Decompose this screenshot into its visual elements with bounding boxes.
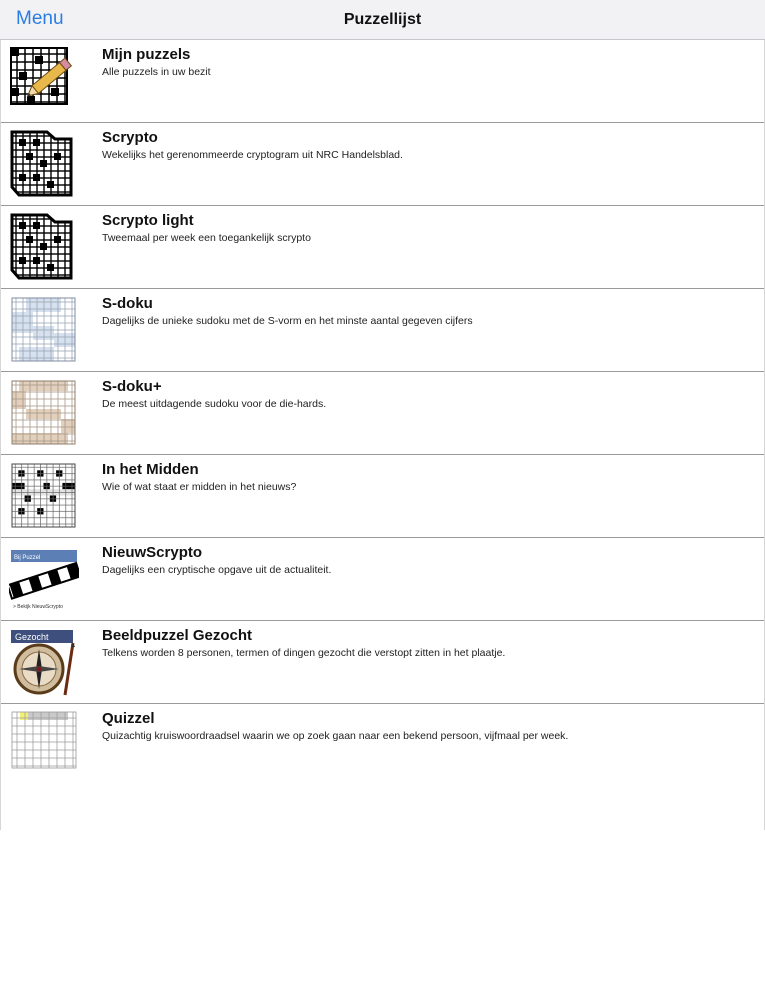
nieuwscrypto-icon bbox=[9, 544, 79, 614]
empty-area bbox=[0, 830, 765, 1000]
item-description: Dagelijks een cryptische opgave uit de actualiteit. bbox=[102, 564, 332, 576]
item-title: Mijn puzzels bbox=[102, 46, 191, 63]
item-title: S-doku bbox=[102, 295, 153, 312]
compass-icon bbox=[9, 627, 79, 697]
item-title: Scrypto light bbox=[102, 212, 194, 229]
item-title: Scrypto bbox=[102, 129, 158, 146]
list-item-scrypto[interactable] bbox=[1, 123, 764, 206]
nieuwscrypto-bottom-label: > Bekijk NieuwScrypto bbox=[13, 604, 63, 610]
menu-button[interactable]: Menu bbox=[16, 8, 64, 29]
crossword-pencil-icon bbox=[9, 46, 79, 116]
item-description: De meest uitdagende sudoku voor de die-hards. bbox=[102, 398, 327, 410]
item-title: In het Midden bbox=[102, 461, 199, 478]
item-title: Beeldpuzzel Gezocht bbox=[102, 627, 253, 644]
list-item-nieuwscrypto[interactable] bbox=[1, 538, 764, 621]
list-item-scrypto-light[interactable] bbox=[1, 206, 764, 289]
navigation-bar bbox=[0, 0, 765, 40]
item-title: NieuwScrypto bbox=[102, 544, 203, 561]
list-item-in-het-midden[interactable] bbox=[1, 455, 764, 538]
item-description: Alle puzzels in uw bezit bbox=[102, 66, 211, 78]
item-title: Quizzel bbox=[102, 710, 155, 727]
list-item-s-doku-plus[interactable] bbox=[1, 372, 764, 455]
cryptogram-grid-icon bbox=[9, 212, 79, 282]
item-description: Telkens worden 8 personen, termen of dingen gezocht die verstopt zitten in het plaatje. bbox=[102, 647, 506, 659]
page-title: Puzzellijst bbox=[343, 11, 422, 28]
sudoku-brown-icon bbox=[9, 378, 79, 448]
list-item-quizzel[interactable] bbox=[1, 704, 764, 787]
item-description: Wie of wat staat er midden in het nieuws? bbox=[102, 481, 297, 493]
nieuwscrypto-top-label: Bij Puzzel bbox=[14, 555, 41, 561]
item-description: Wekelijks het gerenommeerde cryptogram uit NRC Handelsblad. bbox=[102, 149, 403, 161]
gezocht-label: Gezocht bbox=[15, 632, 49, 642]
quiz-grid-icon bbox=[9, 710, 79, 780]
item-description: Quizachtig kruiswoordraadsel waarin we op zoek gaan naar een bekend persoon, vijfmaal per week. bbox=[102, 730, 569, 742]
item-title: S-doku+ bbox=[102, 378, 162, 395]
item-description: Tweemaal per week een toegankelijk scrypto bbox=[102, 232, 311, 244]
sudoku-blue-icon bbox=[9, 295, 79, 365]
cryptogram-grid-icon bbox=[9, 129, 79, 199]
item-description: Dagelijks de unieke sudoku met de S-vorm en het minste aantal gegeven cijfers bbox=[102, 315, 473, 327]
puzzle-list bbox=[0, 40, 765, 830]
list-item-beeldpuzzel-gezocht[interactable] bbox=[1, 621, 764, 704]
list-item-s-doku[interactable] bbox=[1, 289, 764, 372]
list-item-mijn-puzzels[interactable] bbox=[1, 40, 764, 123]
crossword-grid-icon bbox=[9, 461, 79, 531]
